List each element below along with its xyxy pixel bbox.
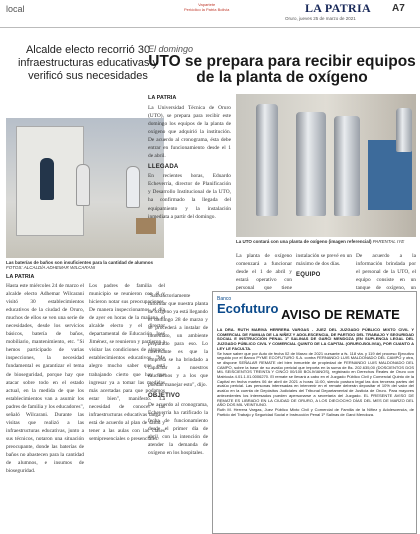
left-col2: Los padres de familia del municipio se reunieron con él y hicieron notar sus preocupaciones. De manera inspeccionamos, el día de ayer en horas de la mañana, el alcalde electo y el director departamental de Educación, José Jiménez, se reunieron y partieron a visitar las condiciones de algunos establecimientos educativos. "Me alegro mucho saber que está trabajando cierto que hay que ingresar ya a tomar las medidas más acertadas para que podamos estar bien", manifestó. La necesidad de conocer las infraestructuras educativas tanga y está de acuerdo al plan de salud y tener a las aulas con las clases semipresenciales o presenciales. <box>89 283 165 442</box>
person-figure <box>76 164 90 206</box>
oxygen-plant-photo <box>236 94 416 237</box>
page-number: A7 <box>392 3 405 14</box>
ad-footer: Ruth M. Herrera Vargas, Juez Público Mixto Civil y Comercial de Familia de la Niñez y Adolescencia, de Partido del Trabajo y Seguridad Social e Instrucción Penal 1º Salinas de Garci Mendoza. <box>217 406 414 417</box>
main-headline: UTO se prepara para recibir equipos de la planta de oxígeno <box>148 53 416 86</box>
left-caption-text: Las baterías de baños son insuficientes para la cantidad de alumnos <box>6 260 154 265</box>
oxygen-tank <box>296 112 326 216</box>
main-col2-text: "Satisfactoriamente informar que nuestra planta de oxígeno ya está llegando el domingo 28 de marzo y se procederá a instalar de inmediato, un ambiente preparado para eso. Lo interesante es que la empresa se ha brindado a capacitar a nuestros muchachos y a los que puedan manejar esto", dijo. <box>148 293 208 388</box>
ad-body: Se hace saber que por Auto de fecha 02 de Marzo de 2021 cursante a fs. 118 vta. y 119 del proceso Ejecutivo seguido por el Banco PYME ECOFUTURO S.A. contra FERNANDO LUIS MALDONADO DEL CAMPO y otra, se dispone SEÑALAR REMATE del bien inmueble de propiedad de FERNANDO LUIS MALDONADO DEL CAMPO, sobre la base de su avalúo pericial que importa en la suma de Bs. 202.635,00 (DOSCIENTOS DOS MIL SEISCIENTOS TREINTA Y CINCO 00/100 BOLIVIANOS), registrado en Derechos Reales de Oruro con Matrícula 4.01.1.01.0006270. El remate se llevará a cabo en el Juzgado Público Civil y Comercial Quinto de la Capital en fecha martes 06 de abril de 2021 a horas 11:00, siendo postura legal las dos terceras partes del avalúo pericial. Las personas interesadas en intervenir en el remate deberán depositar el 10% del valor del avalúo en la cuenta de Depósitos Judiciales del Tribunal Departamental de Justicia de Oruro. Para mayores antecedentes los interesados pueden apersonarse a secretaría del Juzgado. EL PRESENTE AVISO DE REMATE ES LIBRADO EN LA CIUDAD DE ORURO, A LOS DIECIOCHO DÍAS DEL MES DE MARZO DEL AÑO DOS MIL VEINTIUNO. <box>217 350 414 408</box>
main-col3: La planta de oxígeno comenzará a funcionar desde el 1 de abril y estará operativo con personal que tiene <box>236 253 292 290</box>
page-header <box>0 0 420 28</box>
school-bathroom-photo <box>6 118 164 258</box>
main-col2 <box>148 292 208 534</box>
main-caption-text: La UTO contará con una planta de oxígeno (imagen referencial) <box>236 239 372 244</box>
person-figure <box>40 158 54 200</box>
site-tag-line2: Periódico la Patria Bolivia <box>184 7 230 12</box>
main-col1-text: La Universidad Técnica de Oruro (UTO), se prepara para recibir este domingo los equipos de la planta de oxígeno que adquirió la institución. De acuerdo al cronograma, ésta debe entrar en funcionamiento desde el 1 de abril. <box>148 105 231 160</box>
site-tag <box>184 2 229 12</box>
person-figure <box>126 166 140 208</box>
main-col4b: De acuerdo a la información brindada por el personal de la UTO, el equipo consiste en un tanque de oxígeno, un <box>356 253 416 290</box>
oxygen-tank <box>334 116 360 216</box>
left-headline: Alcalde electo recorrió 30 infraestructuras educativas y verificó sus necesidades <box>17 44 158 82</box>
main-col2b-text: De acuerdo al cronograma, Echeverría ha ratificado la fecha de funcionamiento desde el primer día de abril, con la intención de atender la demanda de oxígeno en los hospitales. <box>148 401 208 456</box>
left-col1: Hasta este miércoles 24 de marzo el alcalde electo Adhemar Wilcarani visitó 30 establecimientos educativos de la ciudad de Oruro, muchos de ellos se ven una serie de necesidades, desde los servicios básicos, batería de baños, mobiliario, mantenimiento, etc. "Si hemos participado de varias inspecciones, la necesidad fundamental es garantizar el tema de bioseguridad, porque hay que atacar sobre todo en el estado actual, en la medida de que los establecimientos van a asumir los padres de familia y los educadores", señaló Wilcarani. Durante las visitas que realizó a las infraestructuras educativas, junto a sus técnicos, notaron una situación preocupante, donde las baterías de baños no abastecen para la cantidad de alumnos, e insumos de bioseguridad. <box>6 283 84 475</box>
main-source: LA PATRIA <box>148 95 177 101</box>
subhead-objetivo: OBJETIVO <box>148 392 180 399</box>
newspaper-logo: LA PATRIA <box>305 1 371 15</box>
left-caption-credit: FOTOS: ALCALDÍA ADHEMAR WILCARANI <box>6 265 96 270</box>
main-col4 <box>296 252 352 290</box>
oxygen-tank <box>256 104 278 216</box>
ad-title: AVISO DE REMATE <box>281 307 400 322</box>
ad-text <box>217 328 414 417</box>
main-caption-credit: PARENTAL IYE <box>372 239 405 244</box>
left-caption <box>6 260 164 270</box>
main-col4-text: instalación se prevé en un máximo de dos días. <box>296 253 352 268</box>
main-col1 <box>148 104 231 290</box>
main-col1b-text: En recientes horas, Eduardo Echeverría, director de Planificación y Desarrollo Institucional de la UTO, ha confirmado la llegada del equipamiento y la instalación inmediata a partir del domingo. <box>148 173 231 220</box>
left-source: LA PATRIA <box>6 274 35 280</box>
subhead-equipo: EQUIPO <box>296 272 321 279</box>
bank-logo-small: Banco <box>217 296 232 302</box>
subhead-llegada: LLEGADA <box>148 164 179 171</box>
bank-logo-name: Ecofuturo <box>217 301 279 316</box>
site-tag-line1: Vapartete <box>198 2 216 7</box>
auction-notice-ad <box>212 291 417 534</box>
main-caption <box>236 239 416 244</box>
oxygen-tank <box>396 108 412 152</box>
edition-date: Oruro, jueves 25 de marzo de 2021 <box>285 16 356 21</box>
section-label: local <box>6 4 25 14</box>
ad-lead: LA DRA. RUTH MARIVA HERRERA VARGAS - JUEZ DEL JUZGADO PÚBLICO MIXTO CIVIL Y COMERCIAL DE FAMILIA DE LA NIÑEZ Y ADOLESCENCIA, DE PARTIDO DEL TRABAJO Y SEGURIDAD SOCIAL E INSTRUCCIÓN PENAL 1º SALINAS DE GARCI MENDOZA (EN SUPLENCIA LEGAL DEL JUZGADO PÚBLICO CIVIL Y COMERCIAL QUINTO DE LA CAPITAL (ORURO-BOLIVIA), POR CUANTO A LEY LE FACULTA. <box>217 327 414 351</box>
main-kicker: El domingo <box>148 44 194 54</box>
